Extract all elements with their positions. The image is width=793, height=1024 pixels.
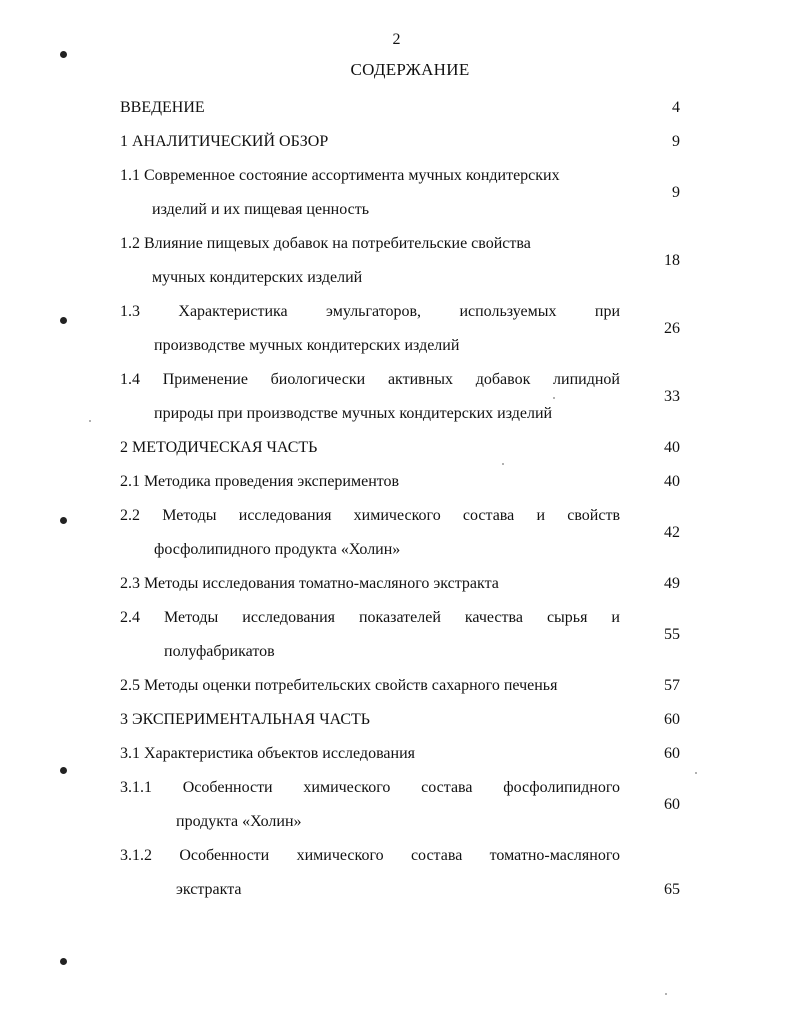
toc-page-number: 49 xyxy=(664,575,680,592)
scan-speck xyxy=(553,397,555,399)
toc-page-number: 40 xyxy=(664,473,680,490)
toc-page-number: 26 xyxy=(664,320,680,337)
toc-entry xyxy=(120,131,680,155)
toc-entry xyxy=(120,233,680,291)
toc-entry-text: 3.1.1 Особенности химического состава фосфолипидного xyxy=(120,779,620,796)
toc-entry-text-continued: экстракта xyxy=(176,881,242,898)
toc-page-number: 60 xyxy=(664,796,680,813)
toc-entry-text: 1.3 Характеристика эмульгаторов, используемых при xyxy=(120,303,620,320)
toc-entry xyxy=(120,97,680,121)
toc-entry-text: 1.1 Современное состояние ассортимента мучных кондитерских xyxy=(120,167,560,184)
toc-entry-text-continued: мучных кондитерских изделий xyxy=(152,269,363,286)
toc-page-number: 42 xyxy=(664,524,680,541)
toc-entry-text: 3 ЭКСПЕРИМЕНТАЛЬНАЯ ЧАСТЬ xyxy=(120,711,370,728)
scan-speck xyxy=(502,463,504,465)
toc-page-number: 33 xyxy=(664,388,680,405)
toc-entry-text: 2.4 Методы исследования показателей качества сырья и xyxy=(120,609,620,626)
toc-entry xyxy=(120,607,680,665)
toc-page-number: 57 xyxy=(664,677,680,694)
toc-page-number: 65 xyxy=(664,881,680,898)
page-number: 2 xyxy=(392,31,401,48)
toc-entry-text: 2.5 Методы оценки потребительских свойств сахарного печенья xyxy=(120,677,558,694)
toc-entry xyxy=(120,301,680,359)
punch-mark xyxy=(60,767,67,774)
toc-entry-text: 2 МЕТОДИЧЕСКАЯ ЧАСТЬ xyxy=(120,439,318,456)
toc-entry-text: 2.3 Методы исследования томатно-масляного экстракта xyxy=(120,575,499,592)
toc-entry xyxy=(120,675,680,699)
toc-entry-text: 1 АНАЛИТИЧЕСКИЙ ОБЗОР xyxy=(120,133,329,150)
toc-entry xyxy=(120,471,680,495)
toc-entry xyxy=(120,777,680,835)
toc-entry-text-continued: природы при производстве мучных кондитерских изделий xyxy=(154,405,553,422)
toc-entry xyxy=(120,165,680,223)
toc-entry-text-continued: продукта «Холин» xyxy=(176,813,302,830)
punch-mark xyxy=(60,958,67,965)
toc-page-number: 9 xyxy=(672,133,680,150)
toc-page-number: 55 xyxy=(664,626,680,643)
toc-page-number: 18 xyxy=(664,252,680,269)
toc-title: СОДЕРЖАНИЕ xyxy=(350,60,470,79)
toc-entry-text-continued: фосфолипидного продукта «Холин» xyxy=(154,541,401,558)
toc-entry xyxy=(120,369,680,427)
punch-mark xyxy=(60,517,67,524)
scan-speck xyxy=(89,420,91,422)
toc-entry xyxy=(120,743,680,767)
toc-entry-text: 3.1.2 Особенности химического состава томатно-масляного xyxy=(120,847,620,864)
toc-page-number: 60 xyxy=(664,711,680,728)
toc-page-number: 40 xyxy=(664,439,680,456)
toc-entry-text: 1.2 Влияние пищевых добавок на потребительские свойства xyxy=(120,235,531,252)
toc-entry-text: 3.1 Характеристика объектов исследования xyxy=(120,745,415,762)
toc-entry-text-continued: полуфабрикатов xyxy=(164,643,275,660)
toc-entry-text: ВВЕДЕНИЕ xyxy=(120,99,205,116)
toc-entry-text: 2.2 Методы исследования химического состава и свойств xyxy=(120,507,620,524)
toc-page-number: 60 xyxy=(664,745,680,762)
toc-entry xyxy=(120,709,680,733)
toc-entry-text-continued: изделий и их пищевая ценность xyxy=(152,201,369,218)
toc-entry xyxy=(120,845,680,903)
scan-speck xyxy=(665,993,667,995)
toc-entry xyxy=(120,437,680,461)
toc-entry xyxy=(120,505,680,563)
punch-mark xyxy=(60,317,67,324)
toc-page-number: 9 xyxy=(672,184,680,201)
toc-entry-text: 1.4 Применение биологически активных добавок липидной xyxy=(120,371,620,388)
scan-speck xyxy=(695,772,697,774)
punch-mark xyxy=(60,51,67,58)
toc-page-number: 4 xyxy=(672,99,680,116)
toc-entry-text: 2.1 Методика проведения экспериментов xyxy=(120,473,400,490)
toc-entry xyxy=(120,573,680,597)
toc-entry-text-continued: производстве мучных кондитерских изделий xyxy=(154,337,460,354)
